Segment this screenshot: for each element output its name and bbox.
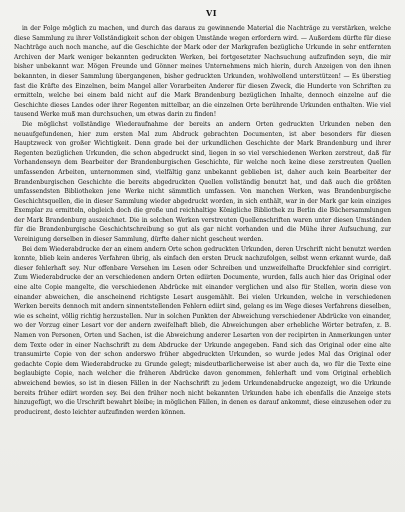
page-number: VI <box>206 8 217 18</box>
paragraph-1: in der Folge möglich zu machen, und durch das daraus zu gewinnende Material die Nachträge zu verstärken, welche diese Sammlung zu ihrer Vollständigkeit schon der obigen Umstände wegen erfordern wird. — Außerdem dürfte für diese Nachträge auch noch manche, auf die Geschichte der Mark oder der Markgrafen bezügliche Urkunde in sehr entfernten Archiven der Mark weniger bekannten gedruckten Werken, bei fortgesetzter Nachsuchung aufzufinden seyn, die mir bisher unbekannt war. Mögen Freunde und Gönner meines Unternehmens mich hierin, durch Anzeigen von den ihnen bekannten, in dieser Sammlung übergangenen, bisher gedruckten Urkunden, wohlwollend unterstützen! — Es überstieg fast die Kräfte des Einzelnen, beim Mangel aller Vorarbeiten Anderer für diesen Zweck, die Hunderte von Schriften zu ermitteln, welche bei einem bald nicht auf die Mark Brandenburg bezüglichen Inhalte, dennoch einzelne auf die Geschichte dieses Landes oder ihrer Regenten mittelbar, an die einzelnen Orte berührende Urkunden enthalten. Wie viel tausend Werke muß man durchsuchen, um etwas darin zu finden! <box>14 25 391 119</box>
body-text <box>14 24 391 417</box>
paragraph-3: Bei dem Wiederabdrucke der an einem andern Orte schon gedruckten Urkunden, deren Urschrift nicht benutzt werden konnte, blieb kein anderes Verfahren übrig, als einfach den ersten Druck nachzufolgen, selbst wenn erkannt wurde, daß dieser fehlerhaft sey. Nur offenbare Versehen im Lesen oder Schreiben und unzweifelhafte Druckfehler sind corrigirt. Zum Wiederabdrucke der an verschiedenen andern Orten ediirten Documente, wurden, falls auch hier das Original oder eine alte Copie mangelte, die verschiedenen Abdrücke mit einander verglichen und also für Stellen, worin diese von einander abweichen, die anscheinend richtigste Lesart ausgemählt. Bei vielen Urkunden, welche in verschiedenen Werken bereits dennoch mit andern sinnentstellenden Fehlern ediirt sind, gelang es im Wege dieses Verfahrens dieselben, wie es scheint, völlig richtig herzustellen. Nur in solchen Punkten der Abweichung verschiedener Abdrücke von einander, wo der Vorzug einer Lesart vor der andern zweifelhaft blieb, die Abweichungen aber erhebliche Wörter betrafen, z. B. Namen von Personen, Orten und Sachen, ist die Abweichung anderer Lesarten von der recipirten in Anmerkungen unter dem Texte oder in einer Nachschrift zu dem Abdrucke der Urkunde angegeben. Fand sich das Original oder eine alte transumirte Copie von der schon anderswo früher abgedruckten Urkunden, so wurde jedes Mal das Original oder gedachte Copie dem Wiederabdrucke zu Grunde gelegt; misdeutbarlicherweise ist aber auch da, wo für die Texte eine beglaubigte Copie, nach welcher die früheren Abdrücke davon genommen, fehlerhaft und vom Original erheblich abweichend bewies, so ist in diesen Fällen in der Nachschrift zu jedem Urkundenabdrucke angezeigt, wo die Urkunde bereits früher ediirt worden sey. Bei den früher noch nicht bekannten Urkunden habe ich ebenfalls die Anzeige stets hinzugefügt, wo die Urschrift bewahrt bleibe; in möglichen Fällen, in denen es darauf ankommt, diese einzusehen oder zu producirent, desto leichter aufzufinden werden können. <box>14 245 391 416</box>
paragraph-2: Die möglichst vollständige Wiederaufnahme der bereits an andern Orten gedruckten Urkunden neben den neuaufgefundenen, hier zum ersten Mal zum Abdruck gebrachten Documenten, ist aber besonders für diesen Hauptzweck von großer Wichtigkeit. Denn grade bei der urkundlichen Geschichte der Mark Brandenburg und ihrer Regenten bezüglichen Urkunden, die schon abgedruckt sind, liegen in so viel verschiedenen Werken zerstreut, daß für Vorhandenseyn dem Bearbeiter der Brandenburgischen Geschichte, für welche noch keine diese zerstreuten Quellen umfassenden Arbeiten, unternommen sind, vielfältig ganz unbekannt geblieben ist, daher auch kein Bearbeiter der Brandenburgischen Geschichte die bereits abgedruckten Quellen vollständig benutzt hat, und daß auch die größten umfassendsten Bibliotheken jene Werke nicht sämmtlich umfassen. Von manchen Werken, was Brandenburgische Geschichtsquellen, die in dieser Sammlung wieder abgedruckt worden, in sich enthält, war in der Mark gar kein einziges Exemplar zu ermitteln, obgleich doch die große und reichhaltige Königliche Bibliothek zu Berlin die Büchersammlungen der Mark Brandenburg auszeichnet. Die in solchen Werken verstreuten Quellenschriften waren unter diesen Umständen für die Brandenburgische Geschichtschreibung so gut als gar nicht vorhanden und die Mühe ihrer Aufsuchung, zur Vereinigung derselben in dieser Sammlung, dürfte daher nicht gescheut werden. <box>14 120 391 244</box>
